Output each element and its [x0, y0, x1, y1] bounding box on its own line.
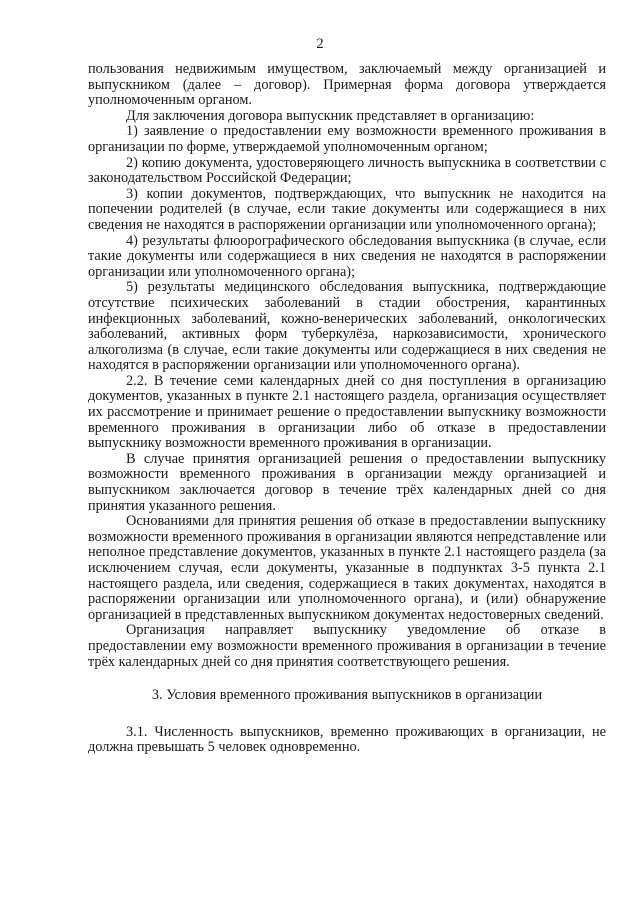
paragraph-refusal-notice: Организация направляет выпускнику уведомление об отказе в предоставлении ему возможности временного проживания в организации в течение трёх календарных дней со дня принятия соответствующего решения.: [88, 622, 606, 670]
paragraph-contract-conclusion: В случае принятия организацией решения о предоставлении выпускнику возможности временного проживания в организации между организацией и выпускником заключается договор в течение трёх календарных дней со дня принятия указанного решения.: [88, 450, 606, 514]
paragraph-refusal-grounds: Основаниями для принятия решения об отказе в предоставлении выпускнику возможности временного проживания в организации являются непредставление или неполное представление документов, указанных в пункте 2.1 настоящего раздела (за исключением случая, если документы, указанные в подпунктах 3-5 пункта 2.1 настоящего раздела, или сведения, содержащиеся в таких документах, находятся в распоряжении организации или уполномоченного органа), и (или) обнаружение организацией в представленных выпускником документах недостоверных сведений.: [88, 513, 606, 623]
section-heading: 3. Условия временного проживания выпускников в организации: [151, 687, 543, 704]
document-body: [88, 62, 606, 756]
paragraph-intro-list: Для заключения договора выпускник представляет в организацию:: [126, 107, 535, 124]
list-item-5: 5) результаты медицинского обследования выпускника, подтверждающие отсутствие психических заболеваний в стадии обострения, карантинных инфекционных заболеваний, кожно-венерических заболеваний, онкологических заболеваний, активных форм туберкулёза, наркозависимости, хронического алкоголизма (в случае, если такие документы или содержащиеся в них сведения не находятся в распоряжении организации или уполномоченного органа).: [88, 279, 606, 374]
list-item-4: 4) результаты флюорографического обследования выпускника (в случае, если такие документы или содержащиеся в них сведения не находятся в распоряжении организации или уполномоченного органа);: [88, 232, 606, 280]
list-item-3: 3) копии документов, подтверждающих, что выпускник не находится на попечении родителей (в случае, если такие документы или содержащиеся в них сведения не находятся в распоряжении организации или уполномоченного органа);: [88, 185, 606, 233]
page-number: 2: [316, 36, 324, 52]
paragraph-continuation: пользования недвижимым имуществом, заключаемый между организацией и выпускником (далее – договор). Примерная форма договора утверждается уполномоченным органом.: [88, 61, 606, 109]
paragraph-2-2: 2.2. В течение семи календарных дней со дня поступления в организацию документов, указанных в пункте 2.1 настоящего раздела, организация осуществляет их рассмотрение и принимает решение о предоставлении выпускнику возможности временного проживания в организации либо об отказе в предоставлении выпускнику возможности временного проживания в организации.: [88, 372, 606, 452]
list-item-2: 2) копию документа, удостоверяющего личность выпускника в соответствии с законодательством Российской Федерации;: [88, 154, 606, 187]
paragraph-3-1: 3.1. Численность выпускников, временно проживающих в организации, не должна превышать 5 человек одновременно.: [88, 723, 606, 756]
list-item-1: 1) заявление о предоставлении ему возможности временного проживания в организации по форме, утверждаемой уполномоченным органом;: [88, 123, 606, 155]
